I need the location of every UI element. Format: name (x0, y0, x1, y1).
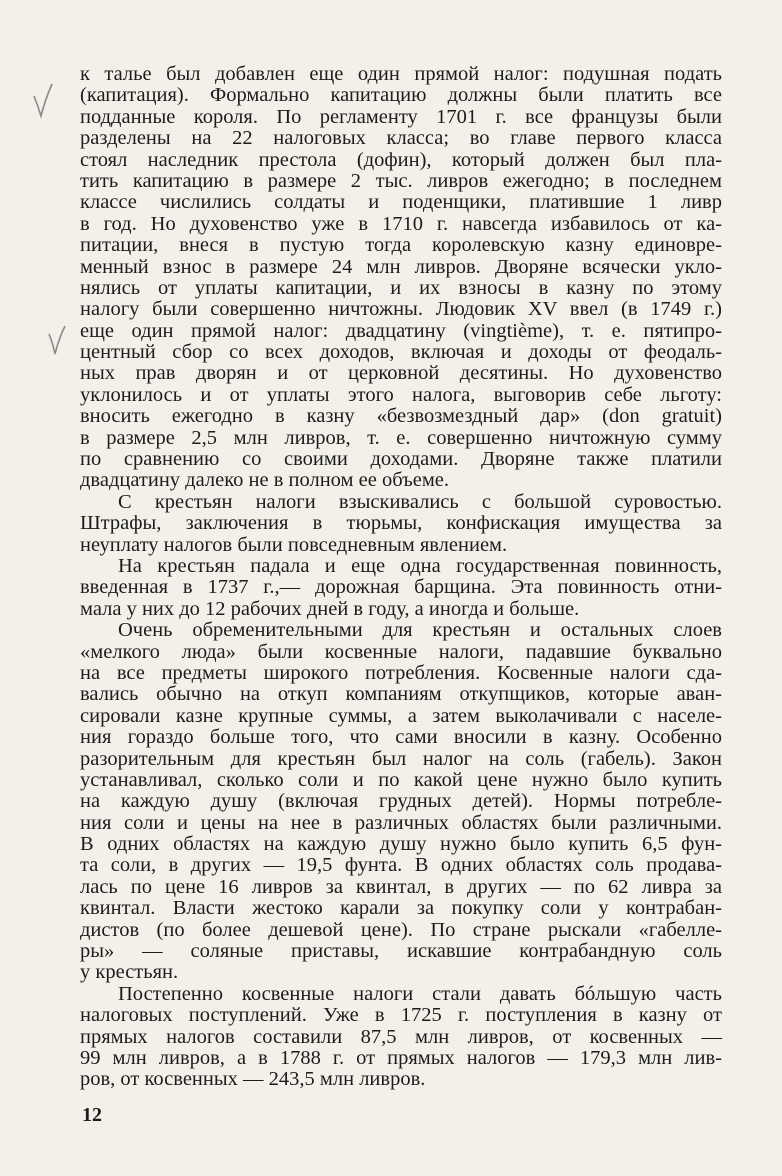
paragraph (80, 492, 722, 556)
text-line: ных прав дворян и от церковной десятины. Но духовенство (80, 362, 722, 385)
text-line: питации, внеся в пустую тогда королевскую казну единовре- (80, 234, 722, 257)
text-line: уклонилось и от уплаты этого налога, выговорив себе льготу: (80, 383, 722, 406)
text-line: в год. Но духовенство уже в 1710 г. навсегда избавилось от ка- (80, 212, 722, 235)
text-line: двадцатину далеко не в полном ее объеме. (80, 469, 450, 492)
text-line: С крестьян налоги взыскивались с большой суровостью. (118, 490, 722, 513)
text-line: классе числились солдаты и поденщики, платившие 1 ливр (80, 191, 722, 214)
text-line: введенная в 1737 г.,— дорожная барщина. Эта повинность отни- (80, 576, 722, 599)
text-line: мала у них до 12 рабочих дней в году, а иногда и больше. (80, 597, 580, 620)
text-line: На крестьян падала и еще одна государственная повинность, (118, 554, 722, 577)
text-line: налоговых поступлений. Уже в 1725 г. поступления в казну от (80, 1004, 722, 1027)
text-line: разделены на 22 налоговых класса; во главе первого класса (80, 127, 722, 150)
paragraph (80, 984, 722, 1091)
text-line: стоял наследник престола (дофин), который должен был пла- (80, 148, 722, 171)
text-line: дистов (по более дешевой цене). По стране рыскали «габелле- (80, 918, 722, 941)
text-line: по сравнению со своими доходами. Дворяне также платили (80, 448, 722, 471)
text-line: менный взнос в размере 24 млн ливров. Дворяне всячески укло- (80, 255, 722, 278)
text-line: Очень обременительными для крестьян и остальных слоев (118, 619, 722, 642)
text-line: лась по цене 16 ливров за квинтал, в других — по 62 ливра за (80, 875, 722, 898)
text-line: (капитация). Формально капитацию должны были платить все (80, 84, 722, 107)
text-line: у крестьян. (80, 961, 179, 984)
text-line: центный сбор со всех доходов, включая и доходы от феодаль- (80, 341, 722, 364)
text-line: прямых налогов составили 87,5 млн ливров, от косвенных — (80, 1025, 722, 1048)
text-line: вносить ежегодно в казну «безвозмездный дар» (don gratuit) (80, 405, 722, 428)
text-line: на все предметы широкого потребления. Косвенные налоги сда- (80, 661, 722, 684)
paragraph (80, 556, 722, 620)
page-number: 12 (82, 1104, 102, 1126)
margin-check-mark (32, 82, 54, 122)
text-line: вались обычно на откуп компаниям откупщиков, которые аван- (80, 683, 722, 706)
text-line: к талье был добавлен еще один прямой налог: подушная подать (80, 63, 722, 85)
margin-check-mark (46, 322, 68, 362)
text-line: 99 млн ливров, а в 1788 г. от прямых налогов — 179,3 млн лив- (80, 1046, 722, 1069)
text-line: ры» — соляные приставы, искавшие контрабандную соль (80, 940, 722, 963)
text-line: квинтал. Власти жестоко карали за покупку соли у контрабан- (80, 897, 722, 920)
text-line: еще один прямой налог: двадцатину (vingtième), т. е. пятипро- (80, 319, 722, 342)
body-text (80, 64, 722, 1091)
text-line: «мелкого люда» были косвенные налоги, падавшие буквально (80, 640, 722, 663)
text-line: устанавливал, сколько соли и по какой цене нужно было купить (80, 768, 722, 791)
text-line: неуплату налогов были повседневным явлением. (80, 533, 508, 556)
text-line: на каждую душу (включая грудных детей). Нормы потребле- (80, 790, 722, 813)
text-line: Постепенно косвенные налоги стали давать бóльшую часть (118, 982, 722, 1005)
text-line: налогу были совершенно ничтожны. Людовик XV ввел (в 1749 г.) (80, 298, 722, 321)
text-line: та соли, в других — 19,5 фунта. В одних областях соль продава- (80, 854, 722, 877)
text-line: ния гораздо больше того, что сами вносили в казну. Особенно (80, 726, 722, 749)
text-line: нялись от уплаты капитации, и их взносы в казну по этому (80, 276, 722, 299)
text-line: подданные короля. По регламенту 1701 г. все французы были (80, 105, 722, 128)
paragraph (80, 64, 722, 492)
text-line: разорительным для крестьян был налог на соль (габель). Закон (80, 747, 722, 770)
text-line: сировали казне крупные суммы, а затем выколачивали с населе- (80, 704, 722, 727)
text-line: в размере 2,5 млн ливров, т. е. совершенно ничтожную сумму (80, 426, 722, 449)
text-line: Штрафы, заключения в тюрьмы, конфискация имущества за (80, 512, 722, 535)
text-line: В одних областях на каждую душу нужно было купить 6,5 фун- (80, 833, 722, 856)
paragraph (80, 620, 722, 984)
text-line: тить капитацию в размере 2 тыс. ливров ежегодно; в последнем (80, 169, 722, 192)
text-line: ния соли и цены на нее в различных областях были различными. (80, 811, 722, 834)
text-line: ров, от косвенных — 243,5 млн ливров. (80, 1068, 426, 1091)
